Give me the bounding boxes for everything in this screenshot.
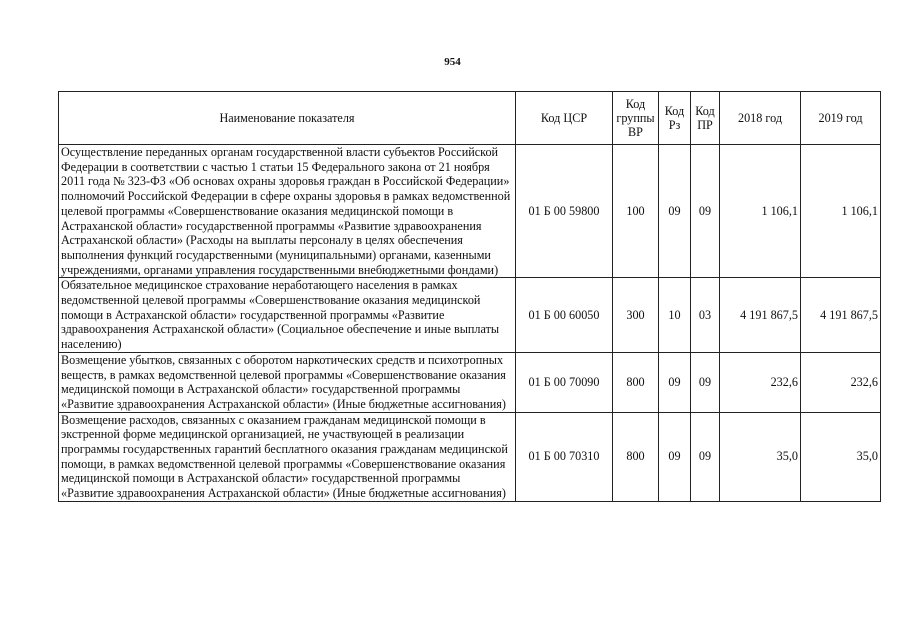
table-header-row (59, 92, 881, 145)
row-pr: 09 (691, 352, 720, 412)
row-name: Возмещение расходов, связанных с оказанием гражданам медицинской помощи в экстренной форме медицинской организацией, не участвующей в реализации программы государственных гарантий бесплатного оказания гражданам медицинской помощи, в рамках ведомственной целевой программы «Совершенствование оказания медицинской помощи в Астраханской области» государственной программы «Развитие здравоохранения Астраханской области» (Иные бюджетные ассигнования) (59, 412, 516, 501)
header-2019: 2019 год (801, 92, 881, 145)
table-row (59, 412, 881, 501)
row-csr: 01 Б 00 70090 (516, 352, 613, 412)
row-name: Возмещение убытков, связанных с оборотом наркотических средств и психотропных веществ, в рамках ведомственной целевой программы «Совершенствование оказания медицинской помощи в Астраханской области» государственной программы «Развитие здравоохранения Астраханской области» (Иные бюджетные ассигнования) (59, 352, 516, 412)
row-2018: 232,6 (720, 352, 801, 412)
row-2019: 4 191 867,5 (801, 278, 881, 353)
header-vr: Код группы ВР (613, 92, 659, 145)
page-number: 954 (444, 56, 461, 68)
table-row (59, 352, 881, 412)
budget-table (58, 91, 881, 502)
row-pr: 03 (691, 278, 720, 353)
header-name: Наименование показателя (59, 92, 516, 145)
row-vr: 300 (613, 278, 659, 353)
row-2019: 1 106,1 (801, 145, 881, 278)
row-rz: 09 (659, 352, 691, 412)
row-csr: 01 Б 00 60050 (516, 278, 613, 353)
row-csr: 01 Б 00 59800 (516, 145, 613, 278)
row-vr: 800 (613, 412, 659, 501)
row-name: Осуществление переданных органам государственной власти субъектов Российской Федерации в соответствии с частью 1 статьи 15 Федерального закона от 21 ноября 2011 года № 323-ФЗ «Об основах охраны здоровья граждан в Российской Федерации» полномочий Российской Федерации в сфере охраны здоровья в рамках ведомственной целевой программы «Совершенствование оказания медицинской помощи в Астраханской области» государственной программы «Развитие здравоохранения Астраханской области» (Расходы на выплаты персоналу в целях обеспечения выполнения функций государственными (муниципальными) органами, казенными учреждениями, органами управления государственными внебюджетными фондами) (59, 145, 516, 278)
row-2018: 35,0 (720, 412, 801, 501)
row-csr: 01 Б 00 70310 (516, 412, 613, 501)
row-vr: 100 (613, 145, 659, 278)
row-pr: 09 (691, 412, 720, 501)
header-2018: 2018 год (720, 92, 801, 145)
table-row (59, 278, 881, 353)
table-row (59, 145, 881, 278)
row-name: Обязательное медицинское страхование неработающего населения в рамках ведомственной целевой программы «Совершенствование оказания медицинской помощи в Астраханской области» государственной программы «Развитие здравоохранения Астраханской области» (Социальное обеспечение и иные выплаты населению) (59, 278, 516, 353)
row-pr: 09 (691, 145, 720, 278)
row-rz: 09 (659, 412, 691, 501)
row-vr: 800 (613, 352, 659, 412)
header-rz: Код Рз (659, 92, 691, 145)
row-rz: 10 (659, 278, 691, 353)
header-csr: Код ЦСР (516, 92, 613, 145)
row-2018: 4 191 867,5 (720, 278, 801, 353)
row-2019: 35,0 (801, 412, 881, 501)
row-2019: 232,6 (801, 352, 881, 412)
row-2018: 1 106,1 (720, 145, 801, 278)
header-pr: Код ПР (691, 92, 720, 145)
row-rz: 09 (659, 145, 691, 278)
